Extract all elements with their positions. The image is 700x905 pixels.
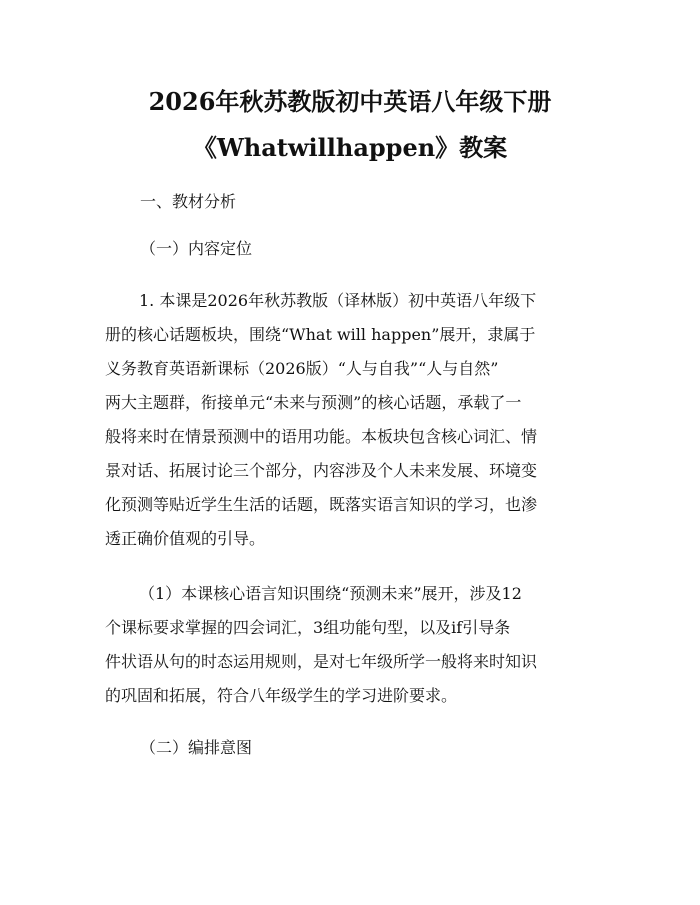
paragraph-line: 的巩固和拓展，符合八年级学生的学习进阶要求。 xyxy=(105,686,458,705)
paragraph-line: 两大主题群，衔接单元“未来与预测”的核心话题，承载了一 xyxy=(105,393,522,412)
paragraph-line: 1. 本课是2026年秋苏教版（译林版）初中英语八年级下 xyxy=(139,291,537,310)
paragraph-line: 般将来时在情景预测中的语用功能。本板块包含核心词汇、情 xyxy=(105,427,538,446)
section-heading-teaching-material-analysis: 一、教材分析 xyxy=(140,192,237,211)
paragraph-line: 景对话、拓展讨论三个部分，内容涉及个人未来发展、环境变 xyxy=(105,461,538,480)
document-title-line-1: 2026年秋苏教版初中英语八年级下册 xyxy=(148,87,552,116)
subsection-heading-arrangement-intent: （二）编排意图 xyxy=(140,738,253,757)
paragraph-line: 个课标要求掌握的四会词汇，3组功能句型，以及if引导条 xyxy=(105,618,511,637)
paragraph-line: （1）本课核心语言知识围绕“预测未来”展开，涉及12 xyxy=(139,584,522,603)
subsection-heading-content-positioning: （一）内容定位 xyxy=(140,239,253,258)
paragraph-line: 化预测等贴近学生生活的话题，既落实语言知识的学习，也渗 xyxy=(105,495,538,514)
paragraph-content-positioning xyxy=(105,284,600,556)
paragraph-line: 件状语从句的时态运用规则，是对七年级所学一般将来时知识 xyxy=(105,652,538,671)
paragraph-line: 册的核心话题板块，围绕“What will happen”展开，隶属于 xyxy=(105,325,536,344)
paragraph-line: 义务教育英语新课标（2026版）“人与自我”“人与自然” xyxy=(105,359,499,378)
document-title-line-2: 《Whatwillhappen》教案 xyxy=(192,133,508,162)
paragraph-core-language-knowledge xyxy=(105,577,600,713)
paragraph-line: 透正确价值观的引导。 xyxy=(105,529,266,548)
